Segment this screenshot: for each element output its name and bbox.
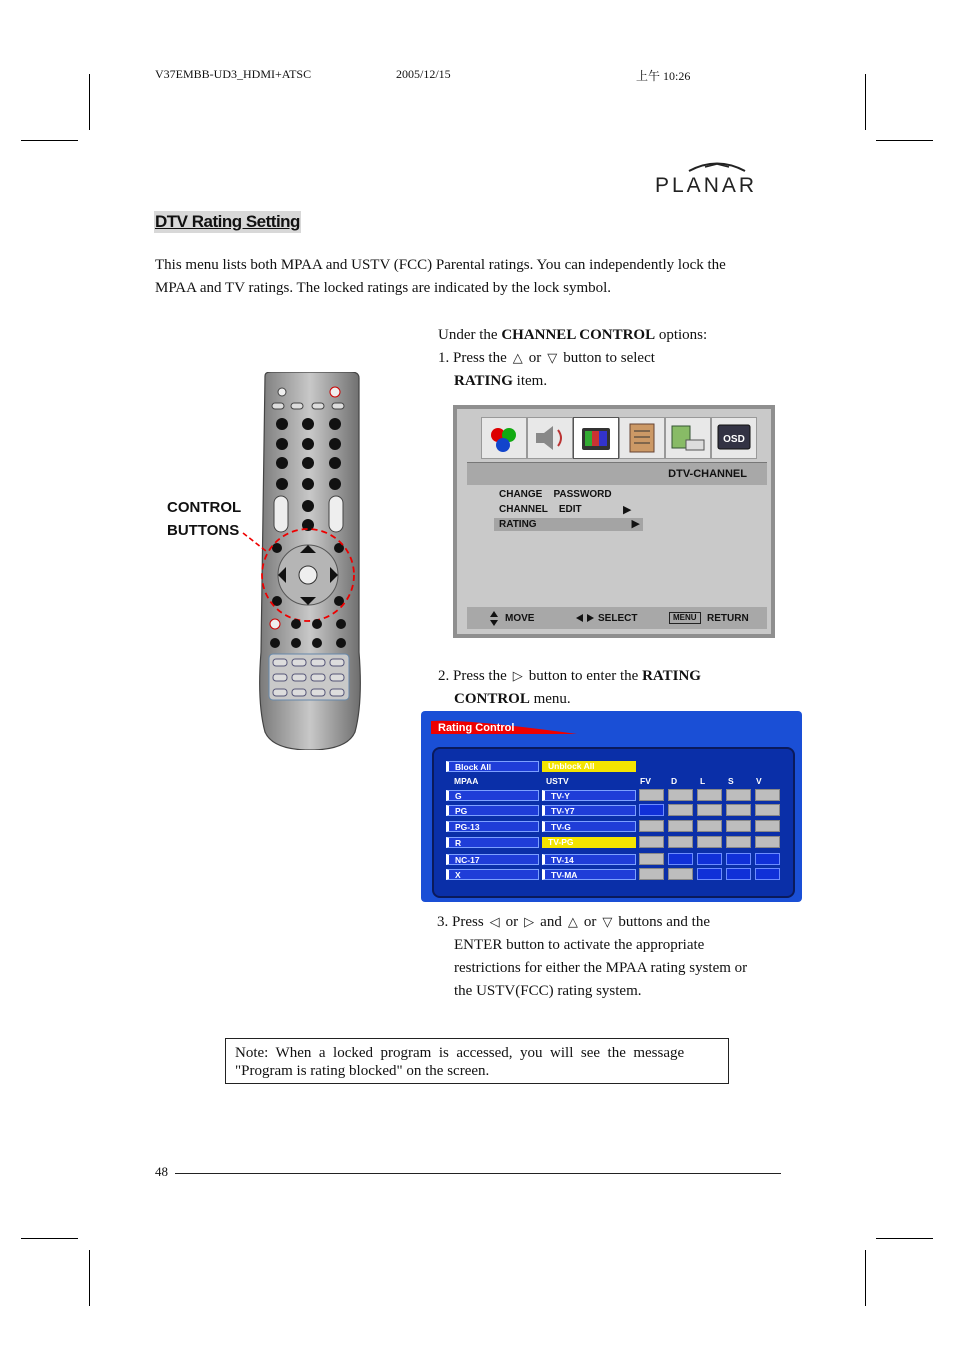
lock-cell[interactable]: [697, 868, 722, 880]
lock-cell[interactable]: [755, 789, 780, 801]
doc-time: 上午 10:26: [636, 69, 691, 83]
right-arrow-icon: ▷: [512, 669, 523, 684]
menu-item-channel-edit[interactable]: CHANNEL EDIT: [499, 504, 582, 515]
lock-cell[interactable]: [697, 853, 722, 865]
sub-header-v: V: [756, 776, 762, 786]
rating-control-title: Rating Control: [438, 722, 515, 734]
intro-line: This menu lists both MPAA and USTV (FCC) Parental ratings. You can independently lock the: [155, 257, 726, 273]
ustv-tv-14[interactable]: TV-14: [542, 854, 636, 865]
lock-cell[interactable]: [668, 868, 693, 880]
sub-header-s: S: [728, 776, 734, 786]
ustv-tv-y7[interactable]: TV-Y7: [542, 805, 636, 816]
up-arrow-icon: △: [567, 915, 578, 930]
lock-cell[interactable]: [697, 820, 722, 832]
page-number: 48: [155, 1164, 168, 1179]
under-line: Under the CHANNEL CONTROL options:: [438, 327, 708, 343]
lock-cell[interactable]: [639, 804, 664, 816]
crop-mark: [89, 74, 90, 130]
lock-cell[interactable]: [639, 868, 664, 880]
sub-header-fv: FV: [640, 776, 651, 786]
intro-line: MPAA and TV ratings. The locked ratings are indicated by the lock symbol.: [155, 280, 612, 296]
lock-cell[interactable]: [755, 836, 780, 848]
up-arrow-icon: △: [512, 351, 523, 366]
lock-cell[interactable]: [639, 789, 664, 801]
right-arrow-icon: ▷: [524, 915, 535, 930]
osd-menu-title: DTV-CHANNEL: [668, 468, 747, 480]
mpaa-nc-17[interactable]: NC-17: [446, 854, 539, 865]
doc-date: 2005/12/15: [396, 67, 451, 81]
lock-cell[interactable]: [668, 836, 693, 848]
mpaa-x[interactable]: X: [446, 869, 539, 880]
svg-text:OSD: OSD: [723, 434, 745, 445]
crop-mark: [89, 1250, 90, 1306]
lock-cell[interactable]: [726, 789, 751, 801]
lock-cell[interactable]: [639, 836, 664, 848]
step-1: Under the CHANNEL CONTROL options: 1. Press the △ or ▽ button to select RATING item.: [438, 324, 778, 393]
crop-mark: [21, 140, 78, 141]
lock-cell[interactable]: [726, 868, 751, 880]
color-icon: [481, 417, 527, 459]
left-right-icon: [575, 613, 595, 623]
planar-logo: [655, 158, 779, 200]
lock-cell[interactable]: [668, 804, 693, 816]
lock-cell[interactable]: [726, 853, 751, 865]
lock-cell[interactable]: [755, 868, 780, 880]
ustv-tv-g[interactable]: TV-G: [542, 821, 636, 832]
crop-mark: [876, 1238, 933, 1239]
osd-footer: MOVE SELECT MENU RETURN: [467, 607, 767, 629]
ustv-tv-ma[interactable]: TV-MA: [542, 869, 636, 880]
chevron-right-icon: ▶: [623, 504, 632, 516]
crop-mark: [865, 1250, 866, 1306]
pc-icon: [665, 417, 711, 459]
lock-cell[interactable]: [668, 820, 693, 832]
remote-callout: CONTROL BUTTONS: [167, 499, 242, 539]
lock-cell[interactable]: [639, 820, 664, 832]
block-all-button[interactable]: Block All: [446, 761, 539, 772]
lock-cell[interactable]: [668, 789, 693, 801]
ustv-header: USTV: [546, 776, 569, 786]
lock-cell[interactable]: [697, 789, 722, 801]
crop-mark: [876, 140, 933, 141]
lock-cell[interactable]: [697, 804, 722, 816]
lock-cell[interactable]: [726, 820, 751, 832]
lock-cell[interactable]: [755, 820, 780, 832]
doc-id: V37EMBB-UD3_HDMI+ATSC: [155, 67, 312, 81]
section-title: DTV Rating Setting: [155, 212, 300, 231]
down-arrow-icon: ▽: [602, 915, 613, 930]
sub-header-d: D: [671, 776, 678, 786]
rating-table: [432, 747, 795, 898]
down-arrow-icon: ▽: [547, 351, 558, 366]
crop-mark: [21, 1238, 78, 1239]
mpaa-pg[interactable]: PG: [446, 805, 539, 816]
rating-control-screen: [421, 711, 802, 902]
ustv-tv-pg[interactable]: TV-PG: [542, 837, 636, 848]
footer-rule: [175, 1173, 781, 1174]
mpaa-r[interactable]: R: [446, 837, 539, 848]
lock-cell[interactable]: [639, 853, 664, 865]
intro-paragraph: [155, 254, 795, 300]
lock-cell[interactable]: [726, 836, 751, 848]
mpaa-pg-13[interactable]: PG-13: [446, 821, 539, 832]
osd-menu-title-bar: [467, 462, 767, 485]
osd-dtv-channel-menu: [453, 405, 775, 638]
logo-text: PLANAR: [655, 174, 758, 197]
crop-mark: [865, 74, 866, 130]
unblock-all-button[interactable]: Unblock All: [542, 761, 636, 772]
document-icon: [619, 417, 665, 459]
mpaa-header: MPAA: [454, 776, 479, 786]
menu-item-change-password[interactable]: CHANGE PASSWORD: [499, 489, 612, 500]
menu-item-rating[interactable]: RATING ▶: [494, 518, 643, 531]
chevron-right-icon: ▶: [631, 518, 640, 530]
lock-cell[interactable]: [755, 804, 780, 816]
note-box: Note: When a locked program is accessed, you will see the message "Program is rating blocked" on the screen.: [225, 1038, 729, 1084]
remote-control: [255, 372, 365, 750]
osd-icon: [711, 417, 757, 459]
lock-cell[interactable]: [697, 836, 722, 848]
tv-icon[interactable]: [573, 417, 619, 459]
menu-key-icon: MENU: [669, 612, 701, 624]
lock-cell[interactable]: [668, 853, 693, 865]
up-down-icon: [489, 610, 499, 627]
left-arrow-icon: ◁: [489, 915, 500, 930]
mpaa-g[interactable]: G: [446, 790, 539, 801]
step-1-line: 1. Press the △ or ▽ button to select: [438, 347, 778, 370]
step-3: 3. Press ◁ or ▷ and △ or ▽ buttons and the ENTER button to activate the appropriate restrictions for either the MPAA rating system or the USTV(FCC) rating system.: [437, 911, 787, 1003]
audio-icon: [527, 417, 573, 459]
lock-cell[interactable]: [755, 853, 780, 865]
lock-cell[interactable]: [726, 804, 751, 816]
ustv-tv-y[interactable]: TV-Y: [542, 790, 636, 801]
step-2: 2. Press the ▷ button to enter the RATING CONTROL menu.: [438, 665, 778, 711]
callout-leader: [240, 528, 280, 558]
sub-header-l: L: [700, 776, 706, 786]
